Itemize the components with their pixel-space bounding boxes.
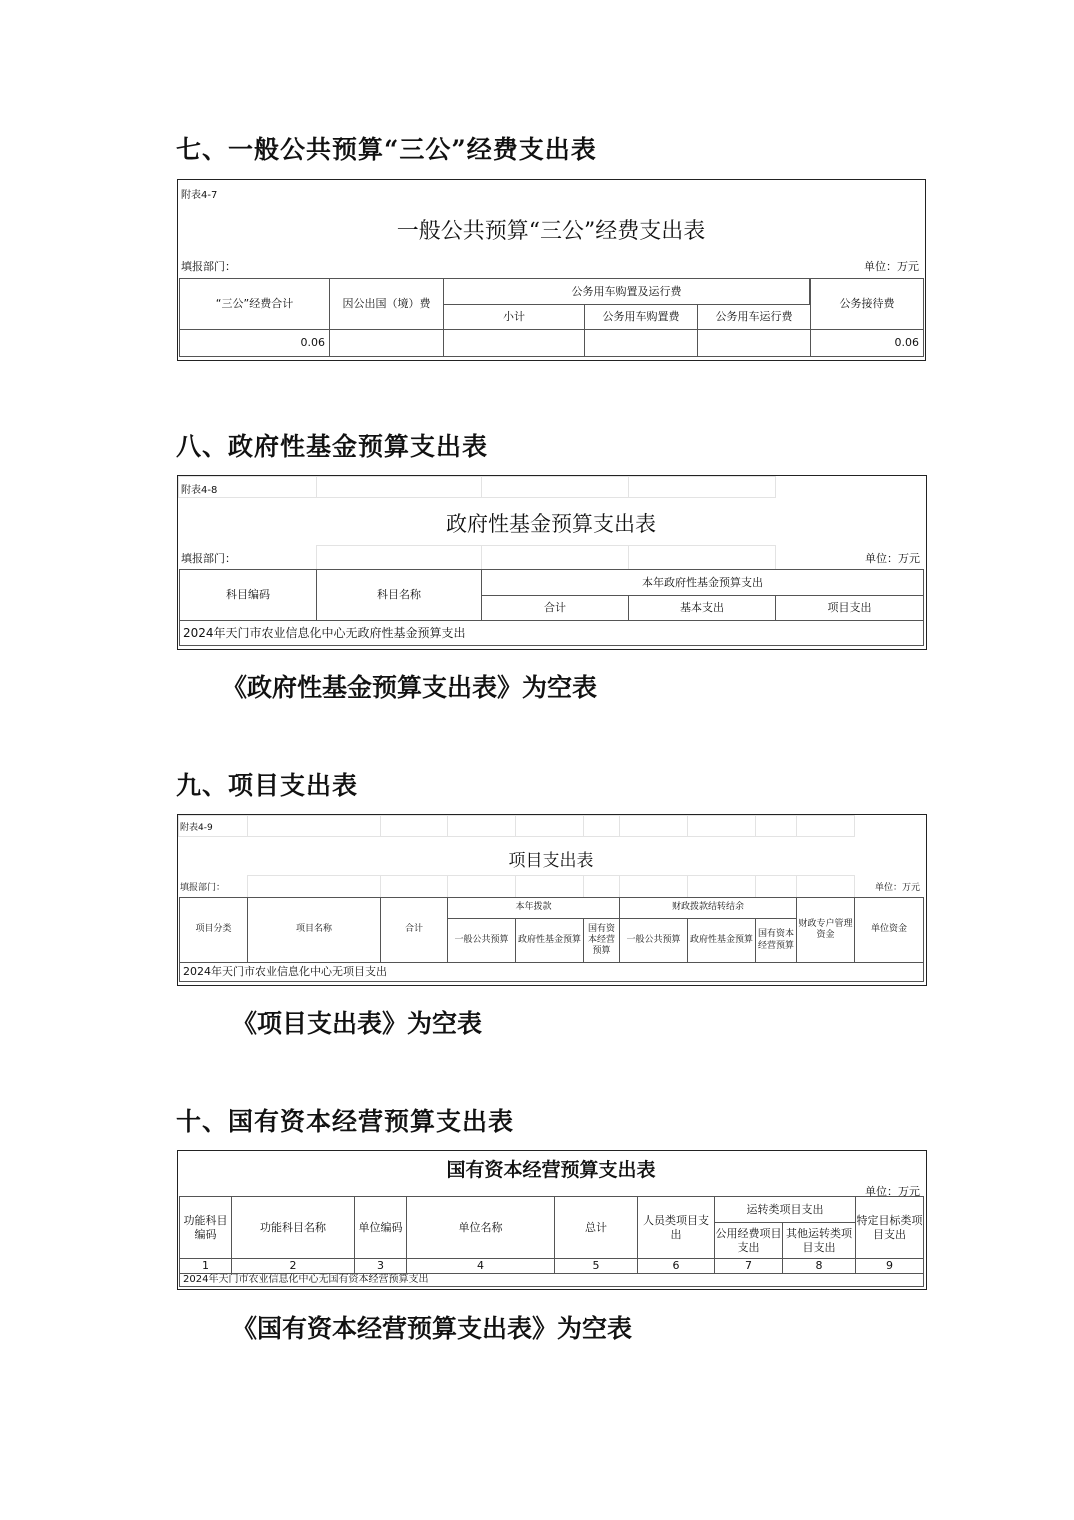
header-state-2: 国有资本经营预算 [755,918,797,963]
section-10-empty-note: 《国有资本经营预算支出表》为空表 [232,1314,633,1343]
header-fund: 政府性基金预算 [515,918,584,963]
header-staff: 人员类项目支出 [637,1196,715,1259]
header-unit-name: 单位名称 [406,1196,555,1259]
table-title: 政府性基金预算支出表 [446,512,656,536]
section-8-heading: 八、政府性基金预算支出表 [176,432,489,461]
header-public: 公用经费项目支出 [714,1222,783,1259]
section-9-empty-note: 《项目支出表》为空表 [232,1009,483,1038]
attach-label: 附表4-9 [180,823,213,833]
unit-label: 单位：万元 [864,260,919,273]
header-other: 其他运转类项目支出 [782,1222,856,1259]
header-state: 国有资本经营预算 [583,918,620,963]
header-func-code: 功能科目编码 [179,1196,232,1259]
num-cell: 2 [231,1258,355,1274]
dept-label: 填报部门： [180,883,226,893]
cell-car-buy [584,329,698,357]
header-carry: 财政拨款结转结余 [619,897,797,919]
cell-car-run [697,329,811,357]
note-row: 2024年天门市农业信息化中心无政府性基金预算支出 [179,620,924,646]
attach-label: 附表4-7 [181,190,218,201]
header-total: “三公”经费合计 [179,278,330,330]
header-general-2: 一般公共预算 [619,918,688,963]
header-name: 科目名称 [316,569,482,621]
section-7-heading: 七、一般公共预算“三公”经费支出表 [176,135,597,164]
header-name: 项目名称 [247,897,381,963]
table-8 [177,475,927,650]
num-cell: 3 [354,1258,407,1274]
unit-label: 单位：万元 [874,883,920,893]
cell-subtotal [443,329,585,357]
dept-label: 填报部门： [181,260,236,273]
num-cell: 6 [637,1258,715,1274]
section-8-empty-note: 《政府性基金预算支出表》为空表 [222,673,598,702]
section-10-heading: 十、国有资本经营预算支出表 [176,1107,515,1136]
num-cell: 4 [406,1258,555,1274]
header-reception: 公务接待费 [810,278,924,330]
header-unit-code: 单位编码 [354,1196,407,1259]
unit-label: 单位：万元 [865,1185,920,1198]
header-project: 项目支出 [775,595,924,621]
attach-label: 附表4-8 [181,485,218,496]
table-9 [177,814,927,986]
table-10 [177,1150,927,1290]
header-basic: 基本支出 [628,595,776,621]
header-sum: 合计 [481,595,629,621]
header-general: 一般公共预算 [447,918,516,963]
num-cell: 8 [782,1258,856,1274]
header-total: 合计 [380,897,448,963]
cell-abroad [329,329,444,357]
header-func-name: 功能科目名称 [231,1196,355,1259]
unit-label: 单位：万元 [865,552,920,565]
header-op-group: 运转类项目支出 [714,1196,856,1223]
header-car-run: 公务用车运行费 [697,304,811,330]
header-abroad: 因公出国（境）费 [329,278,444,330]
header-total: 总计 [554,1196,638,1259]
section-9-heading: 九、项目支出表 [176,771,359,800]
header-fund-2: 政府性基金预算 [687,918,756,963]
num-cell: 5 [554,1258,638,1274]
header-special: 财政专户管理资金 [796,897,855,963]
header-car-group: 公务用车购置及运行费 [443,278,810,305]
dept-label: 填报部门： [181,552,236,565]
cell-total: 0.06 [179,329,330,357]
num-cell: 7 [714,1258,783,1274]
header-class: 项目分类 [179,897,248,963]
note-row: 2024年天门市农业信息化中心无国有资本经营预算支出 [179,1273,924,1287]
header-group: 本年政府性基金预算支出 [481,569,924,596]
note-row: 2024年天门市农业信息化中心无项目支出 [179,962,924,982]
header-specific: 特定目标类项目支出 [855,1196,924,1259]
table-title: 国有资本经营预算支出表 [446,1159,656,1181]
header-car-buy: 公务用车购置费 [584,304,698,330]
num-cell: 1 [179,1258,232,1274]
table-title: 一般公共预算“三公”经费支出表 [396,219,706,244]
header-unit-fund: 单位资金 [854,897,924,963]
header-code: 科目编码 [179,569,317,621]
header-subtotal: 小计 [443,304,585,330]
table-7 [177,179,926,361]
table-title: 项目支出表 [508,851,594,871]
cell-reception: 0.06 [810,329,924,357]
num-cell: 9 [855,1258,924,1274]
header-current: 本年拨款 [447,897,620,919]
